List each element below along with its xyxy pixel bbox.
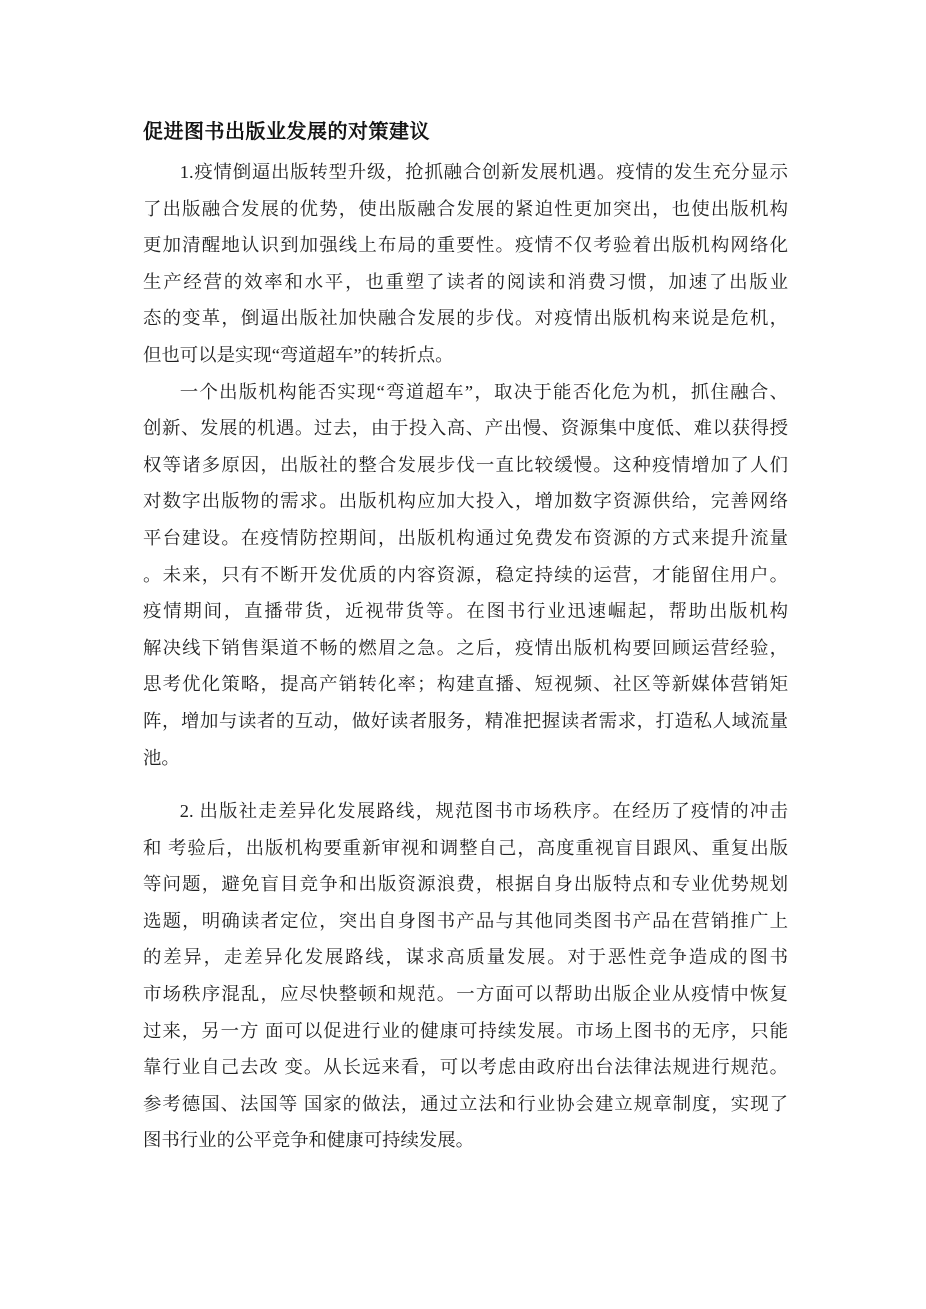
- text-line: 1.疫情倒逼出版转型升级，抢抓融合创新发展机遇。疫情的发生充分显示: [179, 162, 788, 182]
- document-title: 促进图书出版业发展的对策建议: [143, 121, 430, 143]
- text-line: 权等诸多原因，出版社的整合发展步伐一直比较缓慢。这种疫情增加了人们: [143, 454, 788, 475]
- text-line: 更加清醒地认识到加强线上布局的重要性。疫情不仅考验着出版机构网络化: [143, 235, 788, 256]
- text-line: 生产经营的效率和水平，也重塑了读者的阅读和消费习惯，加速了出版业: [143, 271, 788, 292]
- text-line: 疫情期间，直播带货，近视带货等。在图书行业迅速崛起，帮助出版机构: [143, 601, 788, 622]
- paragraph-2: [143, 374, 788, 777]
- text-line: 市场秩序混乱，应尽快整顿和规范。一方面可以帮助出版企业从疫情中恢复: [143, 984, 788, 1005]
- text-line: 了出版融合发展的优势，使出版融合发展的紧迫性更加突出，也使出版机构: [143, 198, 788, 219]
- text-line: 对数字出版物的需求。出版机构应加大投入，增加数字资源供给，完善网络: [143, 491, 788, 512]
- text-line: 和 考验后，出版机构要重新审视和调整自己，高度重视盲目跟风、重复出版: [143, 837, 788, 858]
- text-line: 2. 出版社走差异化发展路线，规范图书市场秩序。在经历了疫情的冲击: [179, 801, 788, 822]
- text-line: 的差异，走差异化发展路线，谋求高质量发展。对于恶性竞争造成的图书: [143, 947, 788, 968]
- text-line: 靠行业自己去改 变。从长远来看，可以考虑由政府出台法律法规进行规范。: [143, 1057, 788, 1078]
- text-line: 一个出版机构能否实现“弯道超车”，取决于能否化危为机，抓住融合、: [179, 381, 788, 402]
- text-line: 解决线下销售渠道不畅的燃眉之急。之后，疫情出版机构要回顾运营经验，: [143, 637, 788, 658]
- text-line: 选题，明确读者定位，突出自身图书产品与其他同类图书产品在营销推广上: [143, 910, 788, 931]
- text-line: 阵，增加与读者的互动，做好读者服务，精准把握读者需求，打造私人域流量: [143, 710, 788, 731]
- document-body: [143, 154, 788, 1159]
- document-content: [143, 118, 788, 1159]
- text-line: 参考德国、法国等 国家的做法，通过立法和行业协会建立规章制度，实现了: [143, 1093, 788, 1114]
- text-line: 但也可以是实现“弯道超车”的转折点。: [143, 344, 454, 365]
- text-line: 等问题，避免盲目竞争和出版资源浪费，根据自身出版特点和专业优势规划: [143, 874, 788, 895]
- text-line: 态的变革，倒逼出版社加快融合发展的步伐。对疫情出版机构来说是危机，: [143, 308, 788, 329]
- text-line: 创新、发展的机遇。过去，由于投入高、产出慢、资源集中度低、难以获得授: [143, 418, 788, 439]
- text-line: 图书行业的公平竞争和健康可持续发展。: [143, 1130, 475, 1151]
- text-line: 过来，另一方 面可以促进行业的健康可持续发展。市场上图书的无序，只能: [143, 1020, 788, 1041]
- text-line: 池。: [143, 747, 180, 768]
- paragraph-1: [143, 154, 788, 374]
- text-line: 平台建设。在疫情防控期间，出版机构通过免费发布资源的方式来提升流量: [143, 527, 788, 548]
- paragraph-3: [143, 793, 788, 1159]
- text-line: 。未来，只有不断开发优质的内容资源，稳定持续的运营，才能留住用户。: [143, 564, 788, 585]
- text-line: 思考优化策略，提高产销转化率；构建直播、短视频、社区等新媒体营销矩: [143, 674, 788, 695]
